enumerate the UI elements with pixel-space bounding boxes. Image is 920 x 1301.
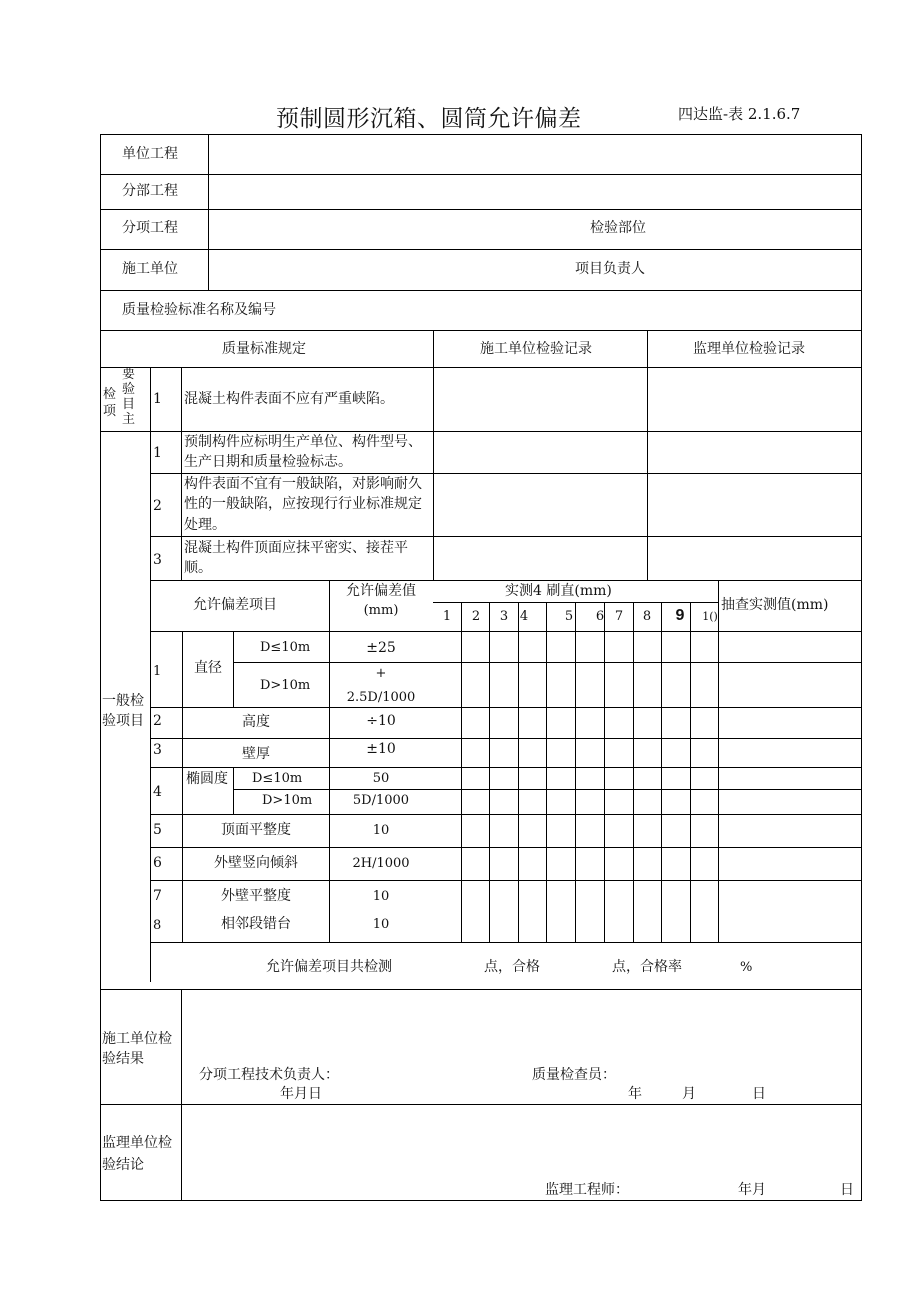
dev-row-7-number: 7 [153,888,162,904]
dev-row-7-name: 外壁平整度 [221,888,291,904]
general-items-label: 一般检验项目 [102,693,144,729]
dev-row-1-number: 1 [153,664,162,679]
inspection-form-table [100,134,862,1201]
dev-row-2-value: ÷10 [366,713,396,729]
dev-row-3-name: 壁厚 [242,746,270,762]
column-1: 1 [442,609,452,624]
dev-row-4-value: 50 [372,771,390,786]
dev-row-3-value: ±10 [366,741,396,757]
sample-header: 抽查实测值(mm) [721,597,829,613]
dev-row-4b-value: 5D/1000 [352,793,410,808]
deviation-value-unit: (mm) [363,603,399,618]
dev-row-7-value: 10 [372,889,390,904]
dev-row-5-value: 10 [372,823,390,838]
contractor-date-left: 年月日 [280,1086,322,1102]
quality-standard-label: 质量检验标准名称及编号 [122,302,276,318]
dev-row-4-sub: D≤10m [252,771,303,786]
supervisor-year-month: 年月 [738,1182,766,1198]
construction-unit-label: 施工单位 [122,261,178,277]
inspection-location-label: 检验部位 [590,220,646,236]
summary-text-c: 点，合格率 [612,959,682,975]
column-7: 7 [614,609,624,624]
contractor-year: 年 [628,1086,642,1102]
general-item-1-text: 预制构件应标明生产单位、构件型号、生产日期和质量检验标志。 [184,434,422,471]
column-8: 8 [642,609,652,624]
dev-row-8-name: 相邻段错台 [221,916,291,932]
supervisor-day: 日 [840,1182,854,1198]
column-4: 4 [519,609,529,624]
deviation-item-header: 允许偏差项目 [193,597,277,613]
column-2: 2 [471,609,481,624]
project-leader-label: 项目负责人 [575,261,645,277]
general-item-2-text: 构件表面不宜有一般缺陷，对影响耐久性的一般缺陷，应按现行行业标准规定处理。 [184,476,422,533]
dev-row-4-name: 椭圆度 [186,771,228,787]
dev-row-3-number: 3 [153,742,162,758]
deviation-value-header: 允许偏差值 [346,583,416,599]
column-6: 6 [595,609,605,624]
dev-row-1b-sub: D>10m [260,678,311,693]
summary-text-a: 允许偏差项目共检测 [266,959,392,975]
dev-row-6-number: 6 [153,855,162,871]
supervisor-result-label: 监理单位检验结论 [102,1135,172,1173]
inspector-label: 质量检查员： [532,1067,616,1083]
main-item-text: 混凝土构件表面不应有严重峡陷。 [184,391,394,407]
summary-text-d: % [740,960,753,975]
standard-header: 质量标准规定 [222,341,306,357]
dev-row-1-value: ±25 [366,640,396,656]
dev-row-2-number: 2 [153,713,162,729]
dev-row-8-value: 10 [372,917,390,932]
contractor-result-label: 施工单位检验结果 [102,1031,172,1067]
dev-row-4-number: 4 [153,784,162,800]
general-item-3-text: 混凝土构件顶面应抹平密实、接茬平顺。 [184,540,408,577]
contractor-day: 日 [752,1086,766,1102]
unit-project-label: 单位工程 [122,146,178,162]
contractor-month: 月 [682,1086,696,1102]
column-3: 3 [499,609,509,624]
column-9: 9 [675,607,685,624]
general-item-1-number: 1 [153,445,162,461]
column-5: 5 [564,609,574,624]
dev-row-1-sub: D≤10m [260,640,311,655]
main-item-number: 1 [153,391,162,407]
tech-leader-label: 分项工程技术负责人： [199,1067,339,1083]
dev-row-8-number: 8 [153,918,162,933]
division-project-label: 分部工程 [122,183,178,199]
dev-row-6-value: 2H/1000 [352,856,410,871]
supervisor-record-header: 监理单位检验记录 [693,341,805,357]
measured-header: 实测4 刷直(mm) [505,583,612,599]
engineer-label: 监理工程师： [545,1182,629,1198]
form-code: 四达监-表 2.1.6.7 [678,105,801,123]
dev-row-2-name: 高度 [242,714,270,730]
page-title: 预制圆形沉箱、圆筒允许偏差 [276,106,582,132]
dev-row-1b-value-a: + [375,666,387,681]
main-items-label-b: 检项 [103,387,117,419]
dev-row-6-name: 外壁竖向倾斜 [214,855,298,871]
general-item-2-number: 2 [153,498,162,514]
dev-row-5-number: 5 [153,822,162,838]
column-10: 1() [702,610,718,623]
dev-row-1-name: 直径 [194,660,222,676]
dev-row-5-name: 顶面平整度 [221,822,291,838]
dev-row-1b-value-b: 2.5D/1000 [346,690,416,705]
dev-row-4b-sub: D>10m [262,793,313,808]
subitem-project-label: 分项工程 [122,220,178,236]
summary-text-b: 点，合格 [484,959,540,975]
general-item-3-number: 3 [153,552,162,568]
contractor-record-header: 施工单位检验记录 [480,341,592,357]
main-items-label-a: 要验目主 [122,367,136,427]
